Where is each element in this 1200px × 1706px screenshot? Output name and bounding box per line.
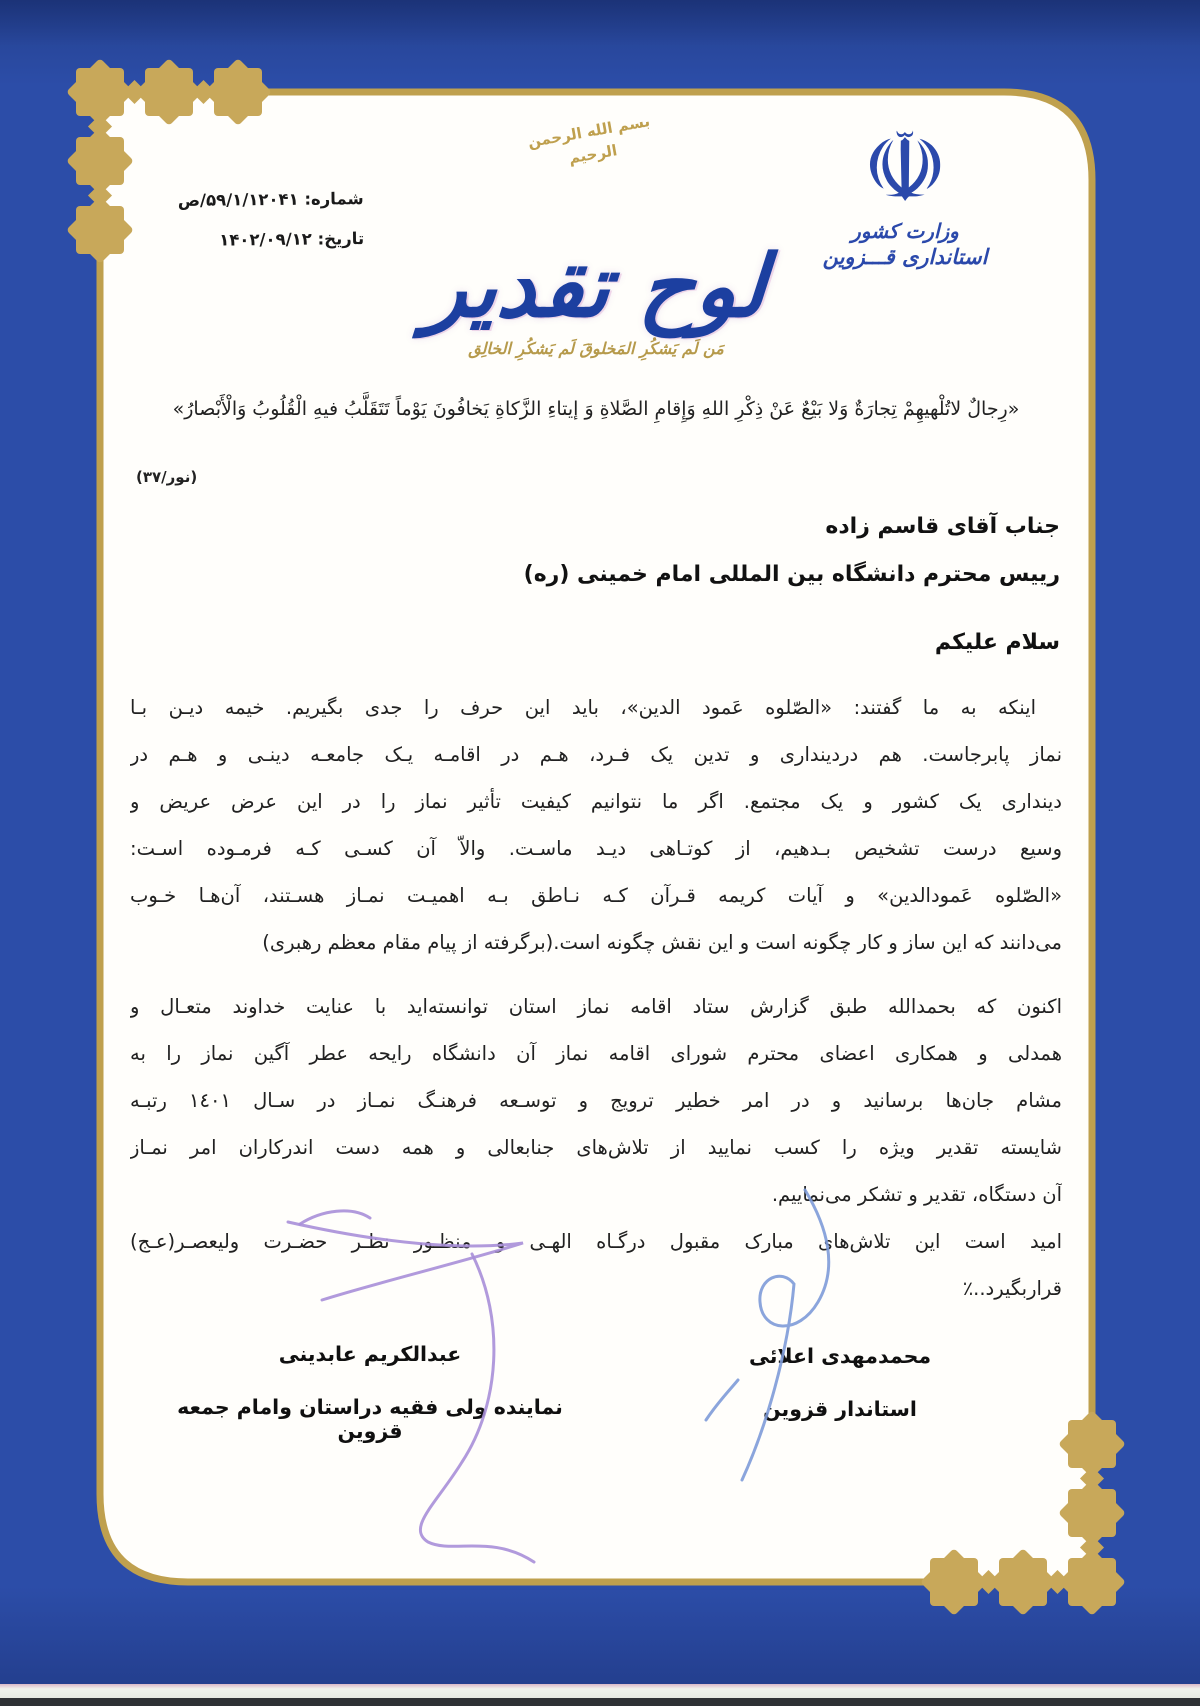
governorate-name: استانداری قـــزوین bbox=[822, 244, 988, 269]
quran-verse-reference: (نور/۳۷) bbox=[136, 468, 198, 486]
governor-title: استاندار قزوین bbox=[763, 1397, 917, 1421]
representative-title: نماینده ولی فقیه دراستان وامام جمعه قزوین bbox=[177, 1395, 563, 1443]
salutation: سلام علیکم bbox=[934, 630, 1060, 655]
recipient-title: رییس محترم دانشگاه بین المللی امام خمینی (ره) bbox=[523, 562, 1060, 587]
scanner-edge-light bbox=[0, 1684, 1200, 1698]
letter-date: تاریخ: ۱۴۰۲/۰۹/۱۲ bbox=[219, 229, 365, 250]
letter-number: شماره: ۵۹/۱/۱۲۰۴۱/ص bbox=[177, 189, 364, 210]
letter-content bbox=[100, 92, 1092, 1582]
recipient-name: جناب آقای قاسم زاده bbox=[825, 514, 1060, 539]
ministry-name: وزارت کشور bbox=[851, 218, 959, 243]
body-line: مشام جان‌ها برسانید و در امر خطیر ترویج و توسـعه فرهنـگ نمـاز در سـال ۱٤۰۱ رتبـه bbox=[130, 1089, 1062, 1112]
scanner-edge-dark bbox=[0, 1698, 1200, 1706]
bismillah-calligraphy: بسم الله الرحمن الرحیم bbox=[526, 112, 652, 167]
body-line: همدلی و همکاری اعضای محترم شورای اقامه نماز آن دانشگاه رایحه عطر آگین نماز را به bbox=[130, 1042, 1062, 1065]
quran-verse: «رِجالٌ لاتُلْهيهِمْ تِجارَةٌ وَلا بَيْعٌ عَنْ ذِكْرِ اللهِ وَإِقامِ الصَّلاةِ وَ إيتاءِ الزَّكاةِ يَخافُونَ يَوْماً تَتَقَلَّبُ فيهِ الْقُلُوبُ وَالْأَبْصارُ» bbox=[172, 398, 1020, 420]
body-line: «الصّلوه عَمودالدین» و آیات کریمه قـرآن کـه نـاطق بـه اهمیـت نمـاز هسـتند، آن‌هـا خـوب bbox=[130, 884, 1062, 907]
governor-name: محمدمهدی اعلائی bbox=[748, 1344, 932, 1368]
letterhead-org bbox=[800, 112, 1010, 269]
body-line: امید است این تلاش‌های مبارک مقبول درگـاه الهـی و منظـور نظـر حضـرت ولیعصـر(عـج) bbox=[130, 1230, 1062, 1253]
iran-emblem-icon: ☫ bbox=[861, 112, 949, 224]
signatory-governor bbox=[640, 1344, 1040, 1421]
representative-name: عبدالکریم عابدینی bbox=[278, 1342, 462, 1366]
body-line: وسیع درست تشخیص بـدهیم، از کوتـاهی دیـد ماسـت. والاّ آن کسـی کـه فرمـوده اسـت: bbox=[130, 837, 1062, 860]
page-title: لوح تقدیر bbox=[422, 237, 770, 337]
body-line: اکنون که بحمدالله طبق گزارش ستاد اقامه نماز استان توانسته‌اید با عنایت خداوند متعـال و bbox=[130, 995, 1062, 1018]
body-line: اینکه به ما گفتند: «الصّلوه عَمود الدین»، باید این حرف را جدی بگیریم. خیمه دیـن بـا bbox=[130, 696, 1036, 719]
body-line: نماز پابرجاست. هم دردینداری و تدین یک فـرد، هـم در اقامـه یـک جامعـه دینـی و هـم در bbox=[130, 743, 1062, 766]
letter-body bbox=[130, 684, 1062, 1312]
body-line: می‌دانند که این ساز و کار چگونه است و این نقش چگونه است.(برگرفته از پیام مقام معظم رهبری) bbox=[262, 931, 1062, 954]
body-line: آن دستگاه، تقدیر و تشکر می‌نماییم. bbox=[771, 1183, 1062, 1206]
body-line: قراربگیرد..٪ bbox=[962, 1277, 1062, 1300]
body-line: دینداری یک کشور و یک مجتمع. اگر ما نتوانیم کیفیت تأثیر نماز را در این عرض عریض و bbox=[130, 790, 1062, 813]
recipient-block bbox=[132, 514, 1060, 587]
motto-calligraphy: مَن لَم یَشکُرِ المَخلوقَ لَم یَشکُرِ الخالِق bbox=[468, 338, 724, 358]
signatory-representative bbox=[150, 1342, 590, 1443]
body-line: شایسته تقدیر ویژه را کسب نمایید از تلاش‌های جنابعالی و همه دست اندرکاران امر نمـاز bbox=[130, 1136, 1062, 1159]
